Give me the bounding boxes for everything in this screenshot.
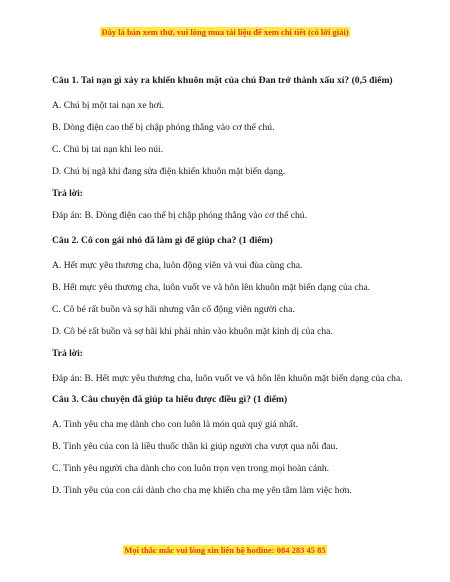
question-1-answer-heading: Trả lời:	[52, 188, 83, 199]
question-2-option-d: D. Cô bé rất buồn và sợ hãi khi phải nhìn vào khuôn mặt kinh dị của cha.	[52, 326, 333, 337]
hotline-text: Mọi thắc mắc vui lòng xin liên hệ hotline: 084 283 45 85	[124, 545, 326, 555]
preview-notice-text: Đây là bản xem thử, vui lòng mua tài liệu để xem chi tiết (có lời giải)	[101, 27, 349, 37]
question-2-answer-heading: Trả lời:	[52, 348, 83, 359]
question-3-option-a: A. Tình yêu cha mẹ dành cho con luôn là món quà quý giá nhất.	[52, 419, 299, 430]
question-1-title: Câu 1. Tai nạn gì xảy ra khiến khuôn mặt của chú Đan trở thành xấu xí? (0,5 điểm)	[52, 75, 393, 86]
question-1-option-b: B. Dòng điện cao thế bị chập phóng thẳng vào cơ thể chú.	[52, 122, 275, 133]
question-3-option-b: B. Tình yêu của con là liều thuốc thần kì giúp người cha vượt qua nỗi đau.	[52, 441, 338, 452]
question-3-option-c: C. Tình yêu người cha dành cho con luôn trọn vẹn trong mọi hoàn cảnh.	[52, 463, 330, 474]
question-2-answer: Đáp án: B. Hết mực yêu thương cha, luôn vuốt ve và hôn lên khuôn mặt biến dạng của cha.	[52, 373, 403, 384]
question-2-option-b: B. Hết mực yêu thương cha, luôn vuốt ve và hôn lên khuôn mặt biến dạng của cha.	[52, 282, 371, 293]
question-1-option-c: C. Chú bị tai nạn khi leo núi.	[52, 144, 164, 155]
question-2-title: Câu 2. Cô con gái nhỏ đã làm gì để giúp cha? (1 điểm)	[52, 235, 273, 246]
preview-notice-banner	[0, 27, 450, 37]
question-3-option-d: D. Tình yêu của con cái dành cho cha mẹ khiến cha mẹ yên tâm làm việc hơn.	[52, 485, 352, 496]
question-2-option-a: A. Hết mực yêu thương cha, luôn động viên và vui đùa cùng cha.	[52, 260, 303, 271]
question-1-option-d: D. Chú bị ngã khi đang sửa điện khiến khuôn mặt biến dạng.	[52, 166, 286, 177]
question-1-answer: Đáp án: B. Dòng điện cao thế bị chập phóng thẳng vào cơ thể chú.	[52, 210, 307, 221]
question-1-option-a: A. Chú bị một tai nạn xe hơi.	[52, 100, 164, 111]
hotline-banner	[0, 545, 450, 555]
document-body	[52, 72, 404, 507]
question-3-title: Câu 3. Câu chuyện đã giúp ta hiểu được điều gì? (1 điểm)	[52, 394, 288, 405]
question-2-option-c: C. Cô bé rất buồn và sợ hãi nhưng vẫn cố động viên người cha.	[52, 304, 295, 315]
